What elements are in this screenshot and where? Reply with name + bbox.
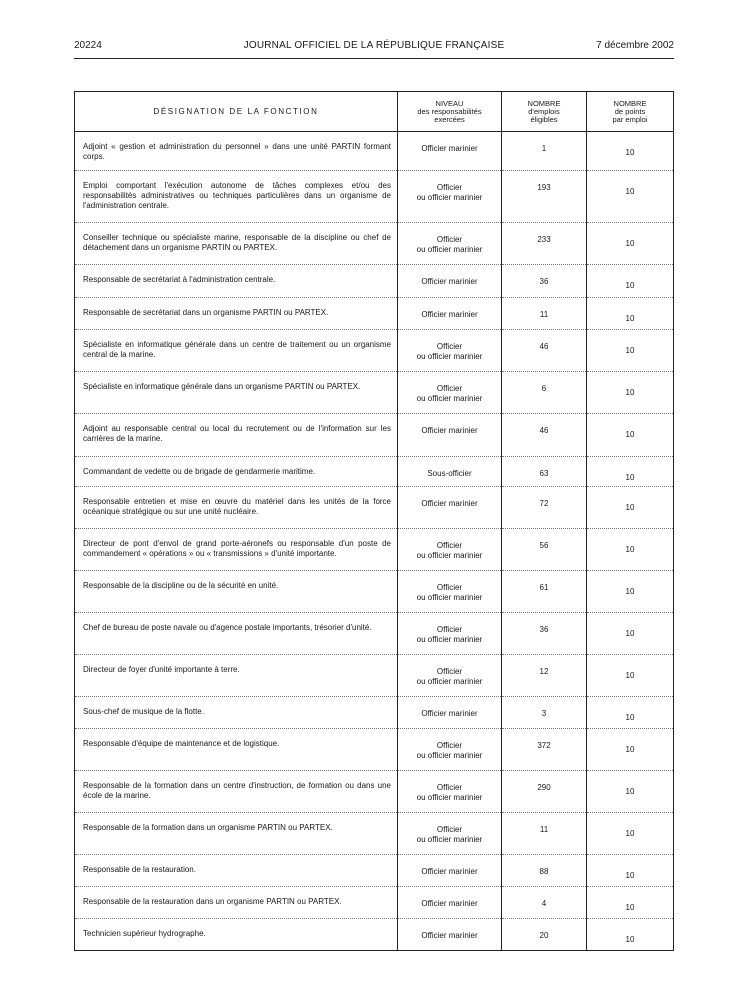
table-row [75, 414, 674, 457]
designation-cell: Chef de bureau de poste navale ou d'agence postale importants, trésorier d'unité. [75, 613, 398, 655]
niveau-cell [398, 529, 502, 571]
niveau-cell [398, 171, 502, 223]
table-row [75, 613, 674, 655]
niveau-line: Officier marinier [421, 426, 478, 435]
nombre-emplois-cell: 46 [502, 414, 587, 457]
nombre-points-cell: 10 [587, 265, 674, 298]
nombre-emplois-cell: 36 [502, 613, 587, 655]
nombre-emplois-cell: 20 [502, 919, 587, 951]
niveau-cell [398, 372, 502, 414]
table-row [75, 771, 674, 813]
nombre-emplois-cell: 12 [502, 655, 587, 697]
niveau-line: ou officier marinier [416, 593, 483, 602]
niveau-line: Officier marinier [421, 867, 478, 876]
table-row [75, 132, 674, 171]
designation-cell: Responsable de secrétariat à l'administration centrale. [75, 265, 398, 298]
designation-cell: Responsable de la restauration. [75, 855, 398, 887]
nombre-emplois-cell: 36 [502, 265, 587, 298]
nombre-emplois-cell: 4 [502, 887, 587, 919]
niveau-cell [398, 655, 502, 697]
niveau-line: ou officier marinier [416, 193, 483, 202]
niveau-cell [398, 487, 502, 529]
niveau-line: Sous-officier [427, 469, 472, 478]
niveau-line: ou officier marinier [416, 793, 483, 802]
nombre-points-cell: 10 [587, 771, 674, 813]
niveau-line: Officier marinier [421, 499, 478, 508]
table-row [75, 223, 674, 265]
column-header-niveau: NIVEAU des responsabilités exercées [398, 92, 502, 132]
niveau-cell [398, 414, 502, 457]
nombre-points-cell: 10 [587, 571, 674, 613]
designation-cell: Responsable de la restauration dans un organisme PARTIN ou PARTEX. [75, 887, 398, 919]
nombre-points-cell: 10 [587, 171, 674, 223]
niveau-line: Officier marinier [421, 931, 478, 940]
designation-cell: Commandant de vedette ou de brigade de gendarmerie maritime. [75, 457, 398, 487]
table-row [75, 855, 674, 887]
column-header-designation: DÉSIGNATION DE LA FONCTION [75, 92, 398, 132]
niveau-cell [398, 457, 502, 487]
nombre-points-cell: 10 [587, 729, 674, 771]
page-header [74, 40, 674, 58]
nombre-points-cell: 10 [587, 457, 674, 487]
nombre-emplois-cell: 11 [502, 813, 587, 855]
niveau-cell [398, 855, 502, 887]
table-row [75, 887, 674, 919]
table-row [75, 919, 674, 951]
table-row [75, 487, 674, 529]
table-row [75, 457, 674, 487]
nombre-emplois-cell: 3 [502, 697, 587, 729]
niveau-line: Officier marinier [421, 277, 478, 286]
nombre-emplois-cell: 193 [502, 171, 587, 223]
nombre-emplois-cell: 88 [502, 855, 587, 887]
designation-cell: Adjoint « gestion et administration du personnel » dans une unité PARTIN formant corps. [75, 132, 398, 171]
nombre-points-cell: 10 [587, 919, 674, 951]
niveau-line: ou officier marinier [416, 677, 483, 686]
table-row [75, 265, 674, 298]
nombre-points-cell: 10 [587, 487, 674, 529]
designation-cell: Emploi comportant l'exécution autonome de tâches complexes et/ou des responsabilités administratives ou techniques particulières dans un organisme de l'administration centrale. [75, 171, 398, 223]
table-row [75, 171, 674, 223]
niveau-line: Officier [436, 825, 463, 834]
nombre-points-cell: 10 [587, 414, 674, 457]
page-number: 20224 [74, 40, 102, 51]
table-row [75, 813, 674, 855]
niveau-line: Officier [436, 384, 463, 393]
designation-cell: Responsable de secrétariat dans un organisme PARTIN ou PARTEX. [75, 298, 398, 330]
designation-cell: Directeur de foyer d'unité importante à terre. [75, 655, 398, 697]
niveau-line: Officier [436, 783, 463, 792]
nombre-emplois-cell: 46 [502, 330, 587, 372]
nombre-points-cell: 10 [587, 855, 674, 887]
niveau-line: Officier marinier [421, 310, 478, 319]
designation-cell: Responsable de la formation dans un centre d'instruction, de formation ou dans une école de la marine. [75, 771, 398, 813]
niveau-cell [398, 265, 502, 298]
functions-table [74, 91, 674, 951]
table-row [75, 529, 674, 571]
nombre-emplois-cell: 63 [502, 457, 587, 487]
nombre-emplois-cell: 290 [502, 771, 587, 813]
nombre-points-cell: 10 [587, 697, 674, 729]
niveau-line: Officier [436, 235, 463, 244]
niveau-cell [398, 330, 502, 372]
table-body [75, 132, 674, 951]
table-row [75, 372, 674, 414]
publication-date: 7 décembre 2002 [596, 40, 674, 51]
niveau-cell [398, 919, 502, 951]
niveau-cell [398, 132, 502, 171]
nombre-points-cell: 10 [587, 223, 674, 265]
niveau-line: Officier [436, 342, 463, 351]
nombre-points-cell: 10 [587, 298, 674, 330]
niveau-cell [398, 223, 502, 265]
niveau-cell [398, 571, 502, 613]
niveau-line: Officier marinier [421, 709, 478, 718]
nombre-points-cell: 10 [587, 372, 674, 414]
nombre-emplois-cell: 6 [502, 372, 587, 414]
nombre-emplois-cell: 56 [502, 529, 587, 571]
table-header-row [75, 92, 674, 132]
table-row [75, 655, 674, 697]
table-row [75, 571, 674, 613]
designation-cell: Spécialiste en informatique générale dans un centre de traitement ou un organisme central de la marine. [75, 330, 398, 372]
niveau-line: Officier [436, 625, 463, 634]
designation-cell: Spécialiste en informatique générale dans un organisme PARTIN ou PARTEX. [75, 372, 398, 414]
niveau-line: ou officier marinier [416, 635, 483, 644]
nombre-emplois-cell: 72 [502, 487, 587, 529]
column-header-nombre-emplois: NOMBRE d'emplois éligibles [502, 92, 587, 132]
nombre-emplois-cell: 372 [502, 729, 587, 771]
niveau-line: Officier marinier [421, 899, 478, 908]
niveau-cell [398, 771, 502, 813]
column-header-nombre-points: NOMBRE de points par emploi [587, 92, 674, 132]
niveau-line: ou officier marinier [416, 835, 483, 844]
designation-cell: Sous-chef de musique de la flotte. [75, 697, 398, 729]
table-row [75, 729, 674, 771]
nombre-points-cell: 10 [587, 887, 674, 919]
niveau-cell [398, 813, 502, 855]
nombre-emplois-cell: 1 [502, 132, 587, 171]
nombre-points-cell: 10 [587, 813, 674, 855]
niveau-line: Officier [436, 741, 463, 750]
designation-cell: Technicien supérieur hydrographe. [75, 919, 398, 951]
nombre-emplois-cell: 233 [502, 223, 587, 265]
niveau-cell [398, 298, 502, 330]
niveau-line: Officier [436, 583, 463, 592]
niveau-line: Officier [436, 183, 463, 192]
nombre-points-cell: 10 [587, 655, 674, 697]
niveau-line: ou officier marinier [416, 551, 483, 560]
designation-cell: Responsable de la formation dans un organisme PARTIN ou PARTEX. [75, 813, 398, 855]
nombre-emplois-cell: 61 [502, 571, 587, 613]
table-row [75, 298, 674, 330]
designation-cell: Responsable entretien et mise en œuvre du matériel dans les unités de la force océanique stratégique ou sur une unité nucléaire. [75, 487, 398, 529]
nombre-points-cell: 10 [587, 330, 674, 372]
table-row [75, 697, 674, 729]
niveau-line: Officier [436, 541, 463, 550]
designation-cell: Adjoint au responsable central ou local du recrutement ou de l'information sur les carrières de la marine. [75, 414, 398, 457]
niveau-cell [398, 613, 502, 655]
niveau-line: Officier marinier [421, 144, 478, 153]
table-row [75, 330, 674, 372]
designation-cell: Directeur de pont d'envol de grand porte-aéronefs ou responsable d'un poste de commandement « opérations » ou « transmissions » d'unité importante. [75, 529, 398, 571]
niveau-line: Officier [436, 667, 463, 676]
niveau-cell [398, 697, 502, 729]
designation-cell: Responsable de la discipline ou de la sécurité en unité. [75, 571, 398, 613]
designation-cell: Responsable d'équipe de maintenance et de logistique. [75, 729, 398, 771]
nombre-points-cell: 10 [587, 529, 674, 571]
nombre-points-cell: 10 [587, 613, 674, 655]
niveau-line: ou officier marinier [416, 394, 483, 403]
niveau-line: ou officier marinier [416, 245, 483, 254]
header-rule [74, 58, 674, 59]
nombre-emplois-cell: 11 [502, 298, 587, 330]
niveau-line: ou officier marinier [416, 352, 483, 361]
journal-title: JOURNAL OFFICIEL DE LA RÉPUBLIQUE FRANÇAISE [243, 40, 505, 51]
niveau-cell [398, 887, 502, 919]
nombre-points-cell: 10 [587, 132, 674, 171]
niveau-cell [398, 729, 502, 771]
niveau-line: ou officier marinier [416, 751, 483, 760]
designation-cell: Conseiller technique ou spécialiste marine, responsable de la discipline ou chef de détachement dans un organisme PARTIN ou PARTEX. [75, 223, 398, 265]
